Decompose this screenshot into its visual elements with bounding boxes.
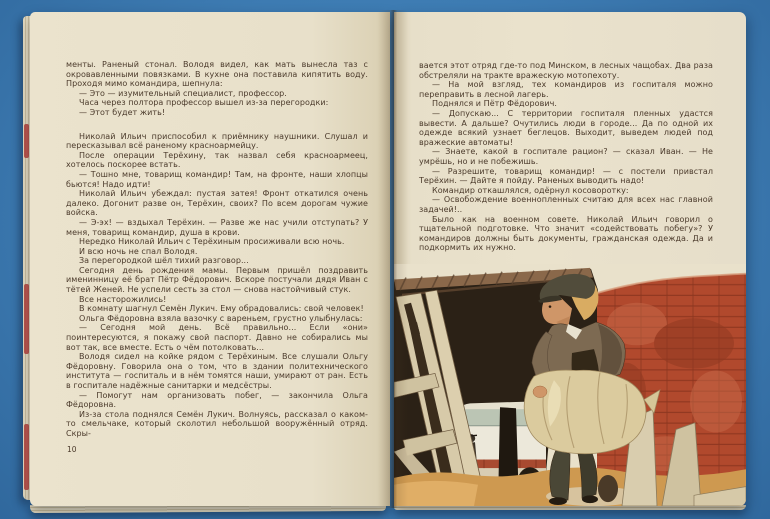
paragraph: После операции Терёхину, так назвал себя красноармеец, хотелось поскорее встать. — [66, 150, 368, 170]
paragraph: — Тошно мне, товарищ командир! Там, на фронте, наши хлопцы бьются! Надо идти! — [66, 169, 368, 189]
paragraph: — На мой взгляд, тех командиров из госпиталя можно переправить в лесной лагерь. — [419, 80, 713, 99]
paragraph: вается этот отряд где-то под Минском, в лесных чащобах. Два раза обстреляли на тракте вражескую мотопехоту. — [419, 61, 713, 80]
paragraph: — Допускаю... С территории госпиталя пленных удастся вывести. А дальше? Очутились люди в городе... Да по одной их одежде всякий узнает беглецов. Выходит, выведем людей под вражеские автоматы! — [419, 108, 713, 147]
paragraph: Нередко Николай Ильич с Терёхиным просиживали всю ночь. — [79, 237, 345, 247]
paragraph: менты. Раненый стонал. Володя видел, как мать вынесла таз с окровавленными повязками. В кухне она поставила кипятить воду. Проходя мимо командира, шепнула: — [66, 60, 368, 89]
paragraph: — Освобождение военнопленных считаю для всех нас главной задачей!.. — [419, 195, 713, 214]
left-page-text — [66, 60, 368, 439]
paragraph: Николай Ильич приспособил к приёмнику наушники. Слушал и пересказывал всё раненому красноармейцу. — [66, 131, 368, 151]
page-number: 10 — [67, 445, 77, 454]
right-page — [394, 12, 746, 506]
paragraph: Из-за стола поднялся Семён Лукич. Волнуясь, рассказал о каком-то смельчаке, который сколотил небольшой вооружённый отряд. Скры- — [66, 409, 368, 438]
paragraph: За перегородкой шёл тихий разговор... — [79, 256, 249, 266]
paragraph: — Помогут нам организовать побег, — закончила Ольга Фёдоровна. — [66, 390, 368, 410]
paragraph: — Разрешите, товарищ командир! — с постели привстал Терёхин. — Дайте я пойду. Раненых выводить надо! — [419, 166, 713, 186]
paragraph: — Этот будет жить! — [79, 107, 166, 117]
paragraph: Николай Ильич убеждал: пустая затея! Фронт откатился очень далеко. Догонит разве он, Терёхин, своих? По всем дорогам чужие войска. — [66, 189, 368, 218]
paragraph: — Сегодня мой день. Всё правильно... Если «они» поинтересуются, я покажу свой паспорт. Давно не собирались мы вот так, все вместе. Есть о чём потолковать... — [66, 323, 368, 352]
paragraph: — Знаете, какой в госпитале рацион? — сказал Иван. — Не умрёшь, но и не побежишь. — [419, 147, 713, 166]
edge-stain — [24, 124, 29, 158]
paragraph: Володя сидел на койке рядом с Терёхиным. Все слушали Ольгу Фёдоровну. Говорила она о том, что в здании политехнического института — госпиталь и в нём томятся наши, умирают от ран. Есть в госпитале надёжные санитарки и медсёстры. — [66, 352, 368, 390]
illustration-boy-with-bundle — [394, 264, 746, 506]
left-page — [30, 12, 390, 506]
paragraph: — Э-эх! — вздыхал Терёхин. — Разве же нас учили отступать? У меня, товарищ командир, душа в крови. — [66, 217, 368, 237]
paragraph: Ольга Фёдоровна взяла вазочку с вареньем, грустно улыбнулась: — [79, 313, 363, 323]
right-page-text — [419, 61, 713, 253]
paragraph: Командир откашлялся, одёрнул косоворотку: — [432, 185, 629, 195]
edge-stain — [24, 424, 29, 490]
paragraph: Поднялся и Пётр Фёдорович. — [432, 99, 558, 109]
paragraph: — Это — изумительный специалист, профессор. — [79, 88, 287, 98]
paragraph: Сегодня день рождения мамы. Первым пришёл поздравить именинницу её брат Пётр Фёдорович. Вскоре постучали дядя Иван с тётей Женей. Не успели сесть за стол — снова настойчивый стук. — [66, 265, 368, 295]
paragraph: Было как на военном совете. Николай Ильич говорил о тщательной подготовке. Что значит «содействовать побегу»? У командиров должны быть документы, гражданская одежда. Да и подкормить их нужно. — [419, 214, 713, 253]
paragraph: И всю ночь не спал Володя. — [79, 246, 198, 256]
edge-stain — [24, 284, 29, 354]
paragraph: Все насторожились! — [79, 294, 167, 304]
paragraph: Часа через полтора профессор вышел из-за перегородки: — [79, 98, 329, 108]
illustration-canvas — [394, 264, 746, 506]
paragraph: В комнату шагнул Семён Лукич. Ему обрадовались: свой человек! — [79, 304, 364, 314]
